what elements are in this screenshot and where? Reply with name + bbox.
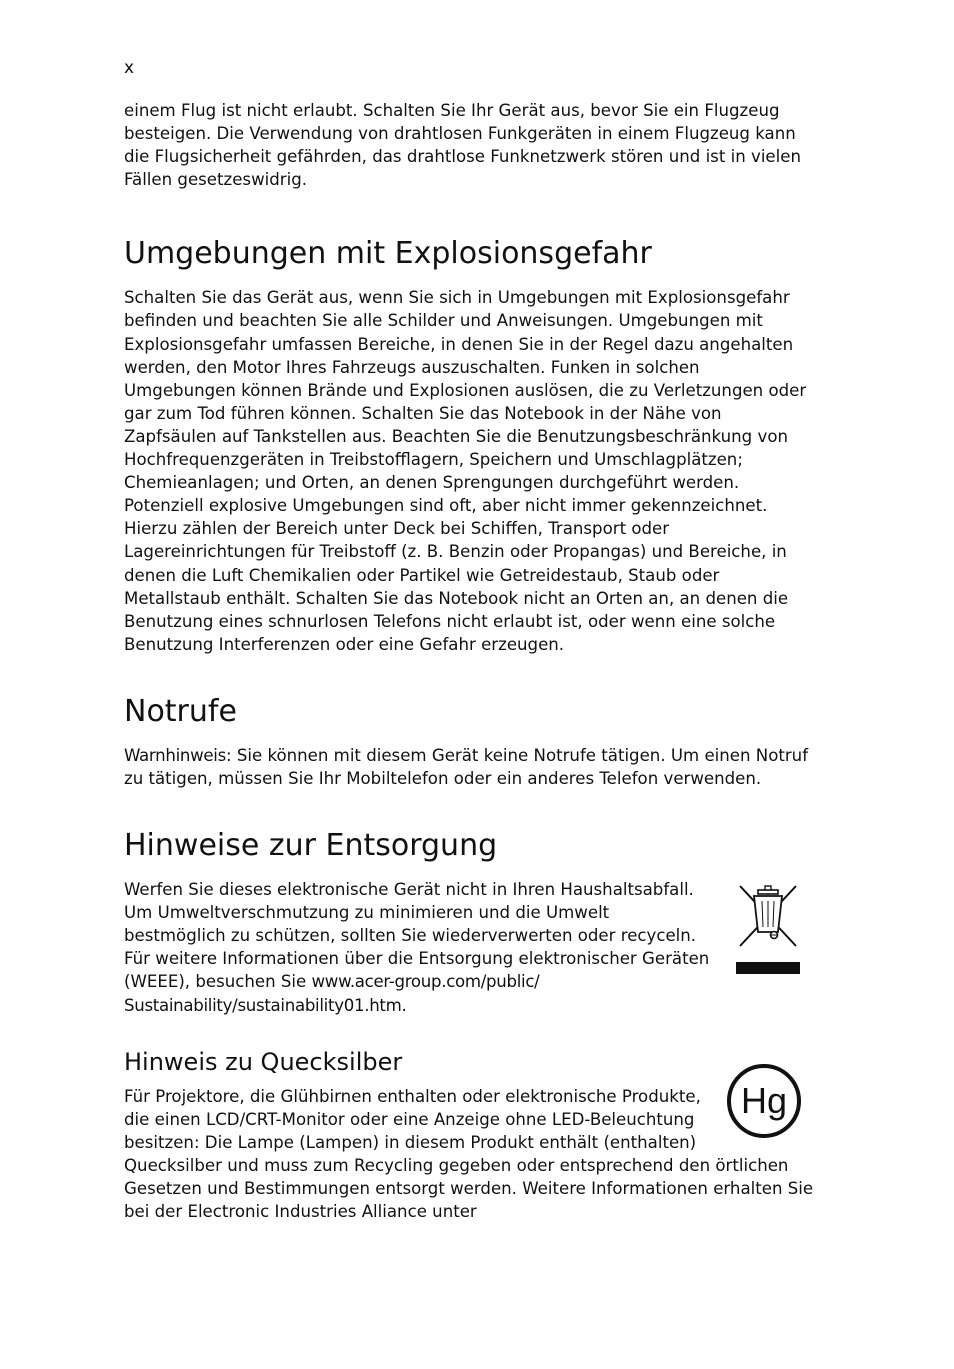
weee-crossed-bin-icon [732,878,804,978]
explosion-paragraph: Schalten Sie das Gerät aus, wenn Sie sich in Umgebungen mit Explosionsgefahr befinden und beachten Sie alle Schilder und Anweisungen. Umgebungen mit Explosionsgefahr umfassen Bereiche, in denen Sie in der Regel dazu angehalten werden, den Motor Ihres Fahrzeugs auszuschalten. Funken in solchen Umgebungen können Brände und Explosionen auslösen, die zu Verletzungen oder gar zum Tod führen können. Schalten Sie das Notebook in der Nähe von Zapfsäulen auf Tankstellen aus. Beachten Sie die Benutzungsbeschränkung von Hochfrequenzgeräten in Treibstofflagern, Speichern und Umschlagplätzen; Chemieanlagen; und Orten, an denen Sprengungen durchgeführt werden. Potenziell explosive Umgebungen sind oft, aber nicht immer gekennzeichnet. Hierzu zählen der Bereich unter Deck bei Schiffen, Transport oder Lagereinrichtungen für Treibstoff (z. B. Benzin oder Propangas) und Bereiche, in denen die Luft Chemikalien oder Partikel wie Getreidestaub, Staub oder Metallstaub enthält. Schalten Sie das Notebook nicht an Orten an, an denen die Benutzung eines schnurlosen Telefons nicht erlaubt ist, oder wenn eine solche Benutzung Interferenzen oder eine Gefahr erzeugen. [124,288,807,654]
page-number: x [124,58,135,78]
disposal-link[interactable]: www.acer-group.com/public/ Sustainability/sustainability01.htm [124,972,540,1015]
mercury-section [124,1079,814,1224]
disposal-text: Werfen Sie dieses elektronische Gerät nicht in Ihren Haushaltsabfall. Um Umweltverschmutzung zu minimieren und die Umwelt bestmöglich zu schützen, sollten Sie wiederverwerten oder recyceln. Für weitere Informationen über die Entsorgung elektronischer Geräten (WEEE), besuchen Sie [124,880,710,992]
mercury-hg-icon [724,1061,804,1141]
emergency-text: : Sie können mit diesem Gerät keine Notrufe tätigen. Um einen Notruf zu tätigen, müssen Sie Ihr Mobiltelefon oder ein anderes Telefon verwenden. [124,745,809,788]
disposal-end: . [401,995,407,1015]
hg-symbol-text: Hg [740,1079,788,1121]
warning-label: Warnhinweis [124,745,226,765]
disposal-section [124,878,814,1017]
disposal-heading: Hinweise zur Entsorgung [124,828,498,864]
intro-paragraph: einem Flug ist nicht erlaubt. Schalten Sie Ihr Gerät aus, bevor Sie ein Flugzeug besteigen. Die Verwendung von drahtlosen Funkgeräten in einem Flugzeug kann die Flugsicherheit gefährden, das drahtlose Funknetzwerk stören und ist in vielen Fällen gesetzeswidrig. [124,101,801,190]
mercury-heading: Hinweis zu Quecksilber [124,1047,403,1076]
emergency-heading: Notrufe [124,693,237,729]
disposal-paragraph [124,878,714,1017]
emergency-paragraph [124,744,814,790]
explosion-heading: Umgebungen mit Explosionsgefahr [124,236,652,272]
mercury-paragraph: Für Projektore, die Glühbirnen enthalten oder elektronische Produkte, die einen LCD/CRT-Monitor oder eine Anzeige ohne LED-Beleuchtung besitzen: Die Lampe (Lampen) in diesem Produkt enthält (enthalten) Quecksilber und muss zum Recycling gegeben oder entsprechend den örtlichen Gesetzen und Bestimmungen entsorgt werden. Weitere Informationen erhalten Sie bei der Electronic Industries Alliance unter [124,1086,814,1222]
page-content [124,99,814,1223]
